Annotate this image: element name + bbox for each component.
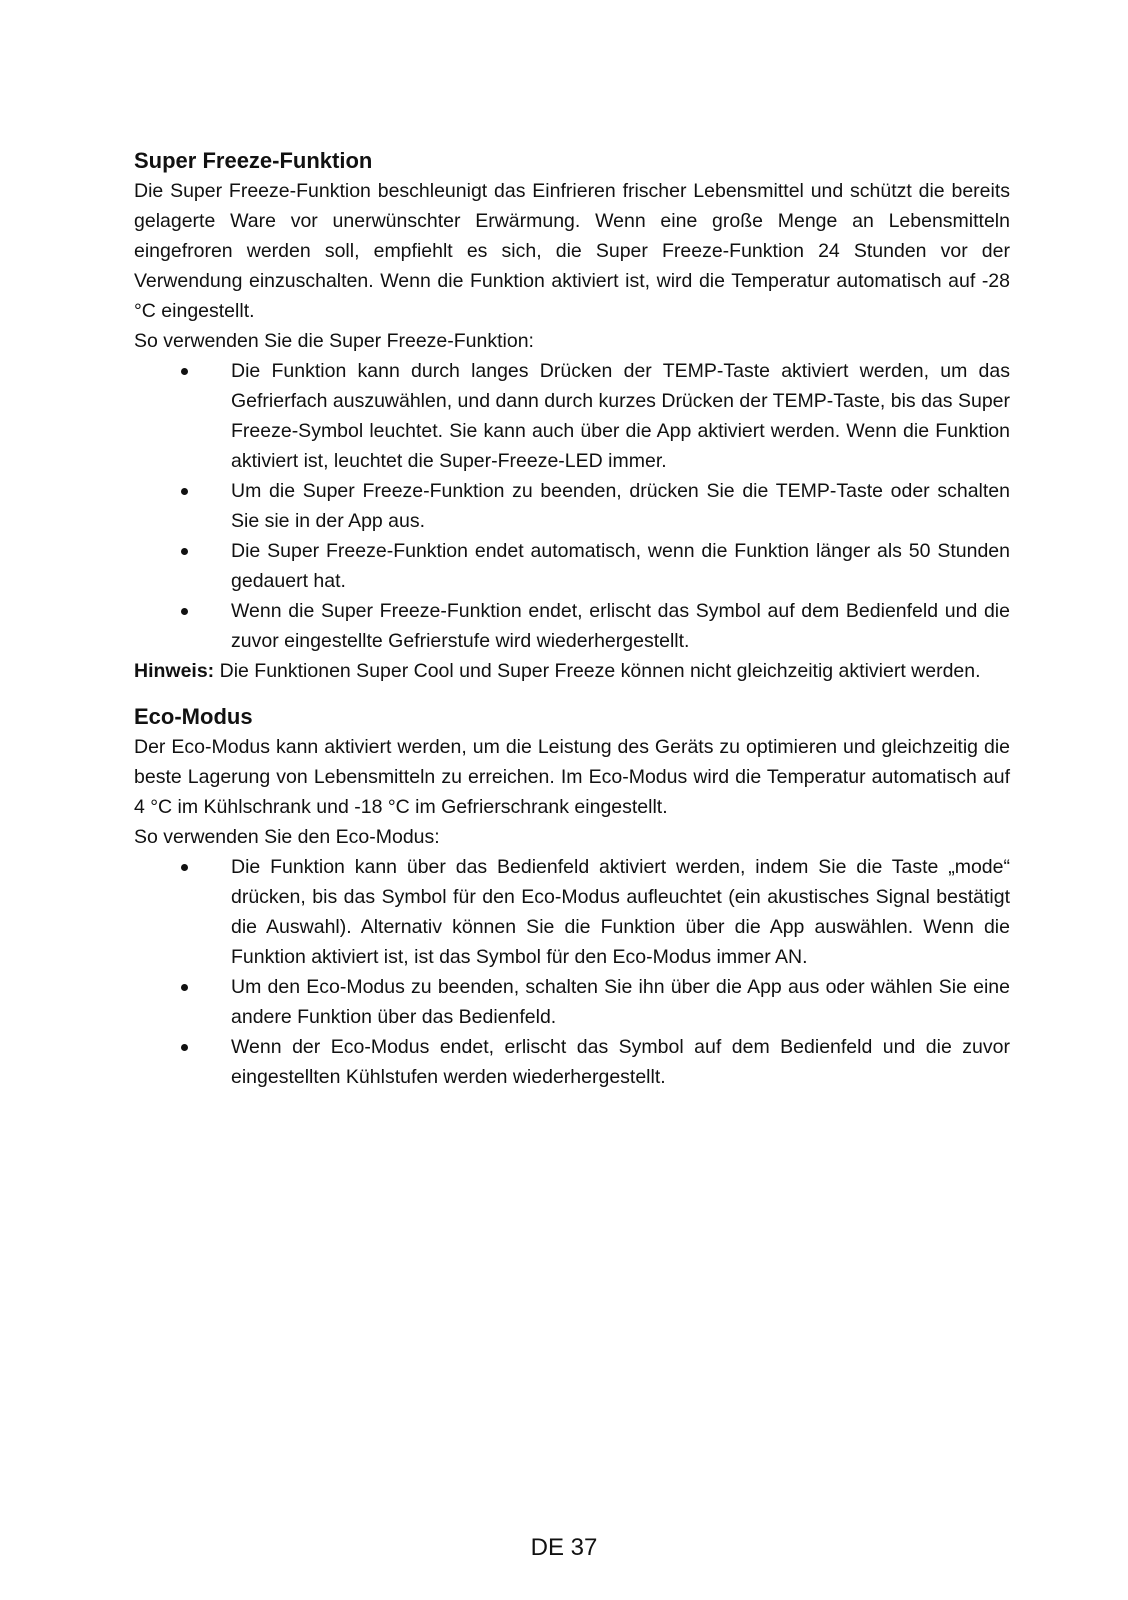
bullet-icon <box>181 488 188 495</box>
section-lead: So verwenden Sie den Eco-Modus: <box>134 826 440 848</box>
note-text: Die Funktionen Super Cool und Super Freeze können nicht gleichzeitig aktiviert werden. <box>214 660 981 682</box>
list-item-text: Die Super Freeze-Funktion endet automatisch, wenn die Funktion länger als 50 Stunden gedauert hat. <box>231 540 1010 592</box>
list-item-text: Wenn die Super Freeze-Funktion endet, erlischt das Symbol auf dem Bedienfeld und die zuvor eingestellte Gefrierstufe wird wiederhergestellt. <box>231 600 1010 652</box>
note-label: Hinweis: <box>134 660 215 682</box>
bullet-list <box>134 356 1010 656</box>
list-item <box>231 852 1010 972</box>
bullet-icon <box>181 1044 188 1051</box>
list-item-text: Wenn der Eco-Modus endet, erlischt das Symbol auf dem Bedienfeld und die zuvor eingestellten Kühlstufen werden wiederhergestellt. <box>231 1036 1010 1088</box>
section-intro: Die Super Freeze-Funktion beschleunigt das Einfrieren frischer Lebensmittel und schützt die bereits gelagerte Ware vor unerwünschter Erwärmung. Wenn eine große Menge an Lebensmitteln eingefroren werden soll, empfiehlt es sich, die Super Freeze-Funktion 24 Stunden vor der Verwendung einzuschalten. Wenn die Funktion aktiviert ist, wird die Temperatur automatisch auf -28 °C eingestellt. <box>134 180 1010 322</box>
list-item-text: Die Funktion kann über das Bedienfeld aktiviert werden, indem Sie die Taste „mode“ drücken, bis das Symbol für den Eco-Modus aufleuchtet (ein akustisches Signal bestätigt die Auswahl). Alternativ können Sie die Funktion über die App auswählen. Wenn die Funktion aktiviert ist, ist das Symbol für den Eco-Modus immer AN. <box>231 856 1010 968</box>
list-item <box>231 972 1010 1032</box>
document-body <box>134 146 1010 1092</box>
list-item <box>231 1032 1010 1092</box>
list-item-text: Um den Eco-Modus zu beenden, schalten Sie ihn über die App aus oder wählen Sie eine andere Funktion über das Bedienfeld. <box>231 976 1010 1028</box>
bullet-icon <box>181 548 188 555</box>
section-title: Super Freeze-Funktion <box>134 148 373 173</box>
bullet-list <box>134 852 1010 1092</box>
list-item <box>231 536 1010 596</box>
note <box>134 656 1010 686</box>
list-item <box>231 476 1010 536</box>
list-item-text: Die Funktion kann durch langes Drücken der TEMP-Taste aktiviert werden, um das Gefrierfach auszuwählen, und dann durch kurzes Drücken der TEMP-Taste, bis das Super Freeze-Symbol leuchtet. Sie kann auch über die App aktiviert werden. Wenn die Funktion aktiviert ist, leuchtet die Super-Freeze-LED immer. <box>231 360 1010 472</box>
list-item-text: Um die Super Freeze-Funktion zu beenden, drücken Sie die TEMP-Taste oder schalten Sie sie in der App aus. <box>231 480 1010 532</box>
bullet-icon <box>181 984 188 991</box>
section-intro: Der Eco-Modus kann aktiviert werden, um die Leistung des Geräts zu optimieren und gleichzeitig die beste Lagerung von Lebensmitteln zu erreichen. Im Eco-Modus wird die Temperatur automatisch auf 4 °C im Kühlschrank und -18 °C im Gefrierschrank eingestellt. <box>134 736 1010 818</box>
section-lead: So verwenden Sie die Super Freeze-Funktion: <box>134 330 534 352</box>
bullet-icon <box>181 608 188 615</box>
section-title: Eco-Modus <box>134 704 253 729</box>
bullet-icon <box>181 864 188 871</box>
list-item <box>231 356 1010 476</box>
section-eco-mode <box>134 702 1010 1092</box>
list-item <box>231 596 1010 656</box>
section-super-freeze <box>134 146 1010 686</box>
bullet-icon <box>181 368 188 375</box>
page-number: DE 37 <box>530 1534 598 1561</box>
